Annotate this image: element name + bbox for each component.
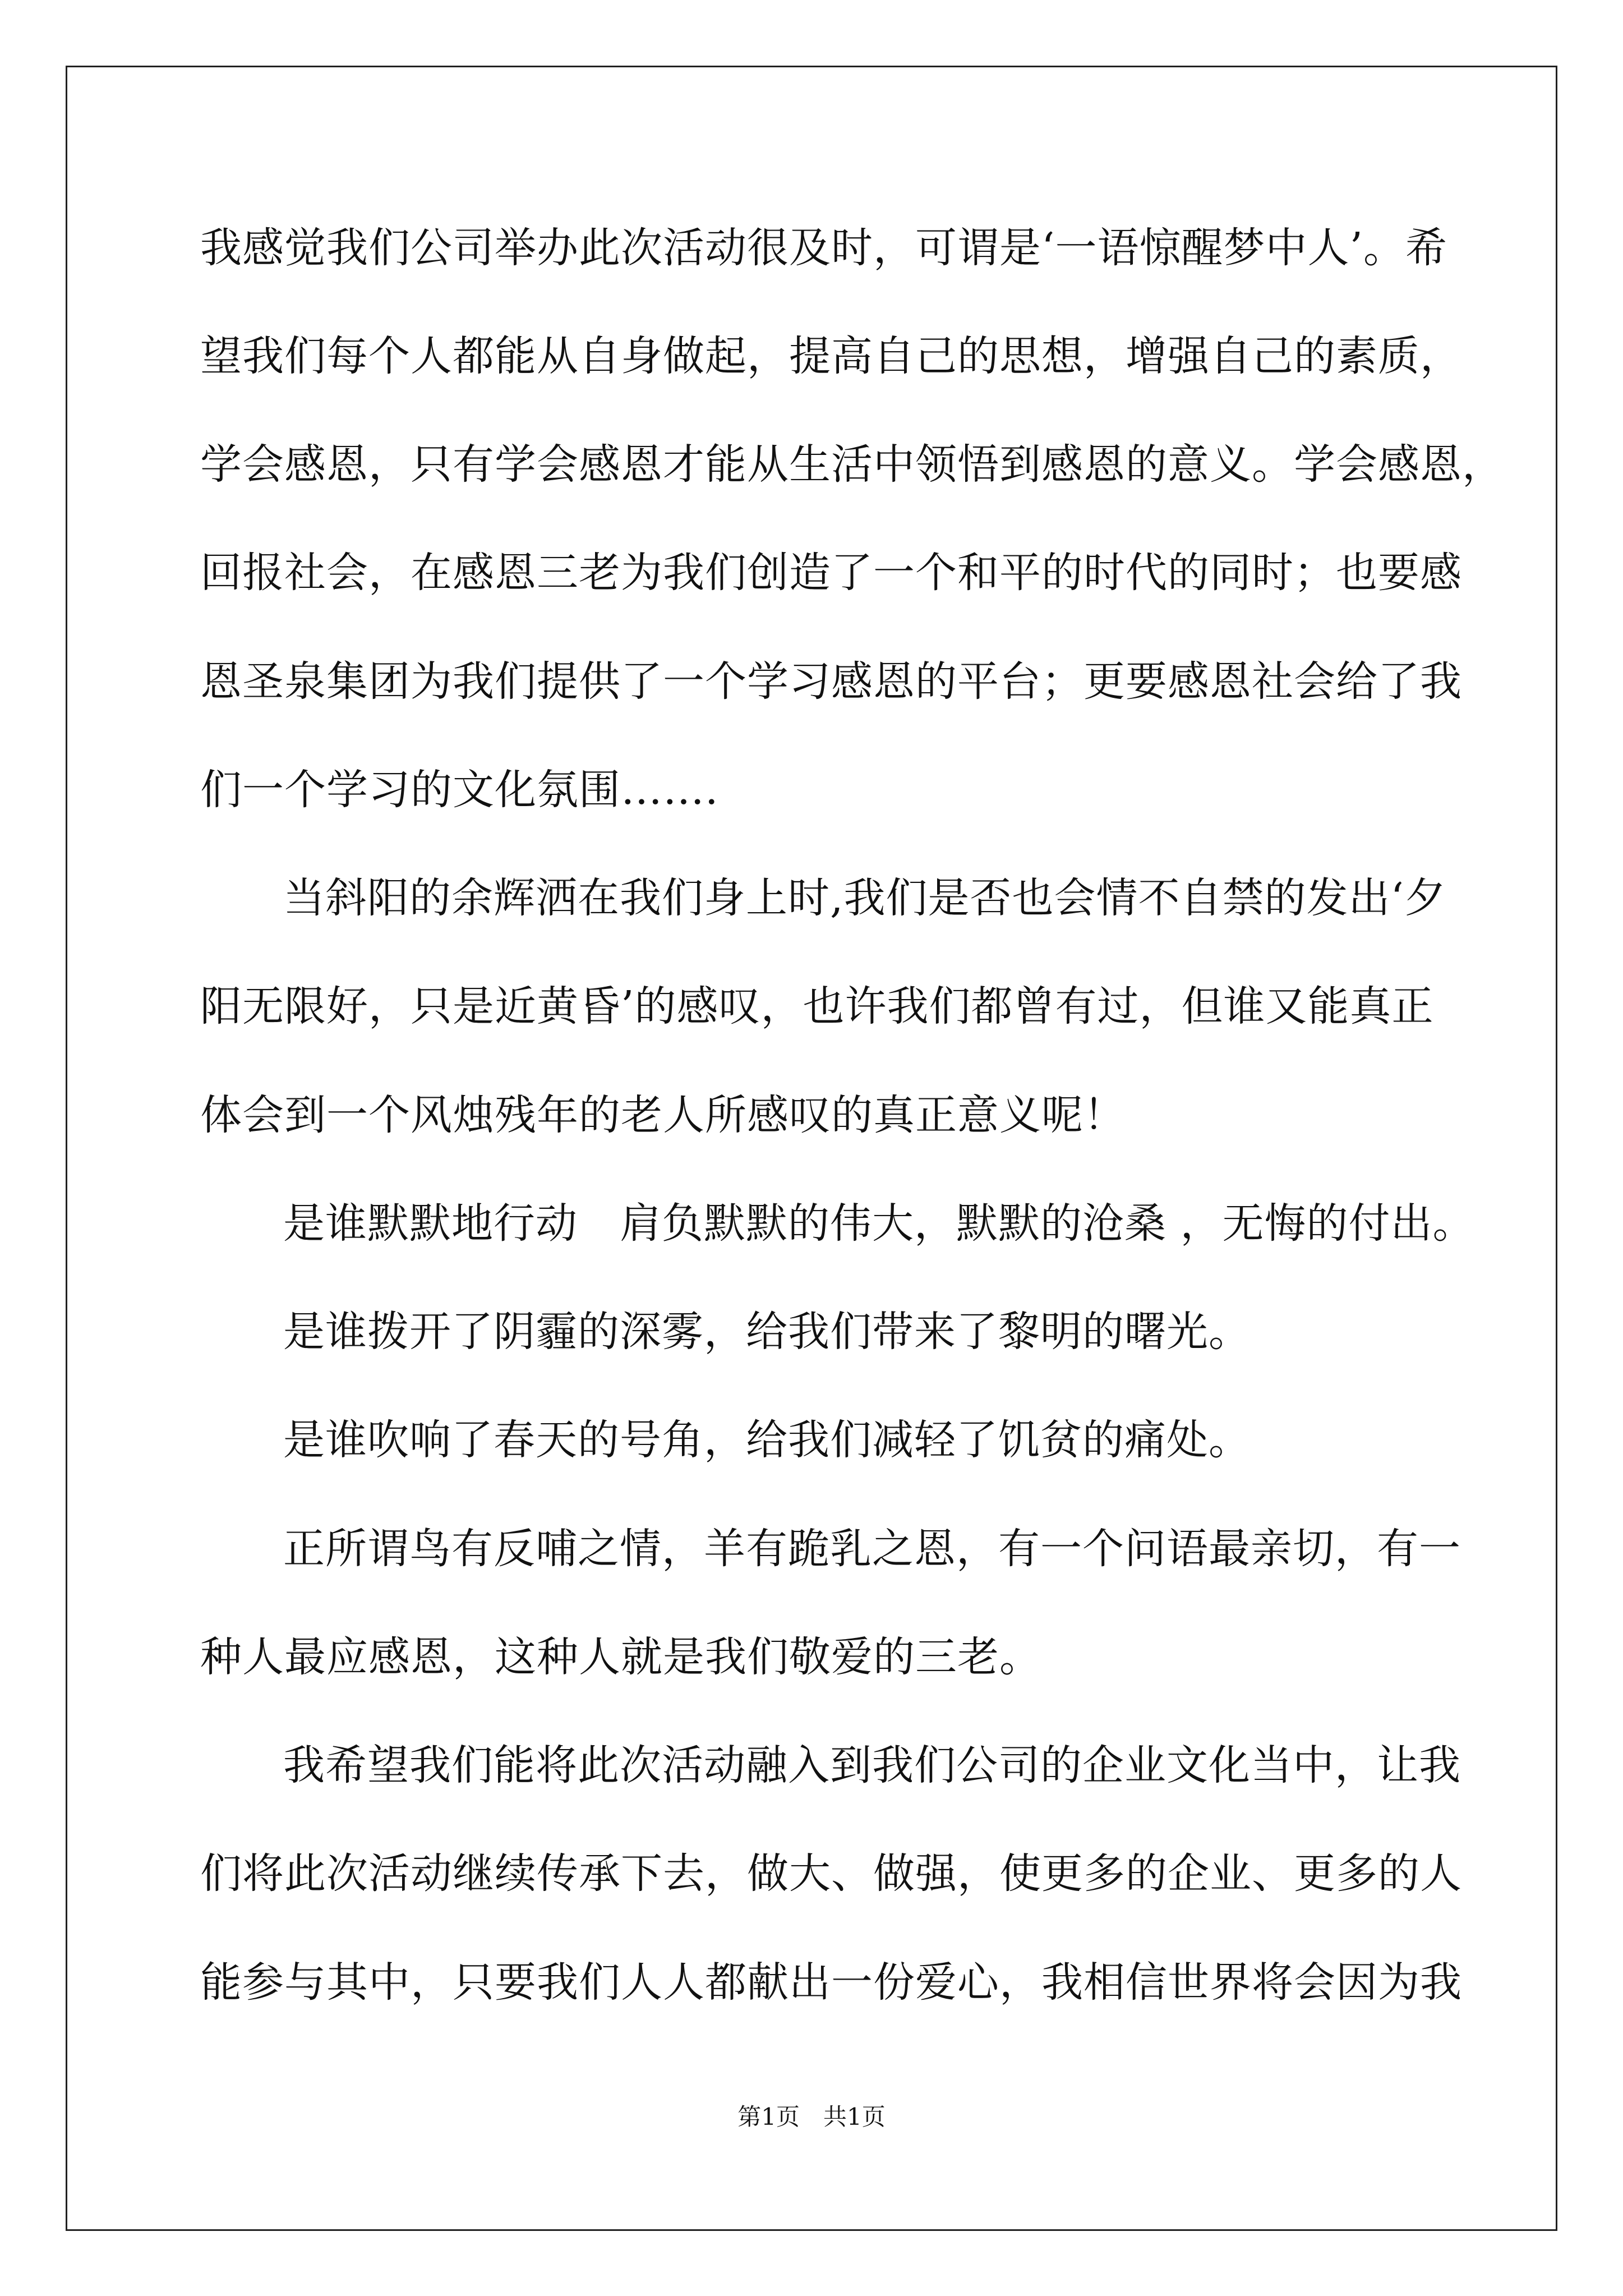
text-line: 种人最应感恩，这种人就是我们敬爱的三老。 [200, 1633, 1041, 1681]
page-border [66, 66, 1557, 2231]
text-line: 我感觉我们公司举办此次活动很及时，可谓是‘一语惊醒梦中人’。希 [200, 224, 1448, 272]
text-line: 回报社会，在感恩三老为我们创造了一个和平的时代的同时；也要感 [200, 549, 1462, 597]
text-line: 们一个学习的文化氛围……. [200, 766, 719, 814]
text-line: 体会到一个风烛残年的老人所感叹的真正意义呢！ [200, 1091, 1126, 1139]
text-line: 是谁拨开了阴霾的深雾，给我们带来了黎明的曙光。 [283, 1308, 1251, 1356]
text-line: 是谁默默地行动 肩负默默的伟大，默默的沧桑 ，无悔的付出。 [283, 1199, 1475, 1248]
text-line: 是谁吹响了春天的号角，给我们减轻了饥贫的痛处。 [283, 1416, 1251, 1464]
text-line: 正所谓鸟有反哺之情，羊有跪乳之恩，有一个问语最亲切，有一 [283, 1525, 1461, 1573]
text-line: 我希望我们能将此次活动融入到我们公司的企业文化当中，让我 [283, 1741, 1461, 1789]
text-line: 们将此次活动继续传承下去，做大、做强，使更多的企业、更多的人 [200, 1849, 1462, 1898]
text-line: 阳无限好，只是近黄昏’的感叹，也许我们都曾有过，但谁又能真正 [200, 982, 1434, 1030]
text-line: 能参与其中，只要我们人人都献出一份爱心，我相信世界将会因为我 [200, 1958, 1462, 2007]
text-line: 望我们每个人都能从自身做起，提高自己的思想，增强自己的素质， [200, 332, 1462, 380]
text-line: 当斜阳的余辉洒在我们身上时,我们是否也会情不自禁的发出‘夕 [283, 874, 1447, 922]
text-line: 恩圣泉集团为我们提供了一个学习感恩的平台；更要感恩社会给了我 [200, 657, 1462, 706]
text-line: 学会感恩，只有学会感恩才能从生活中领悟到感恩的意义。学会感恩， [200, 440, 1504, 489]
page-number-footer: 第1页 共1页 [737, 2103, 886, 2131]
